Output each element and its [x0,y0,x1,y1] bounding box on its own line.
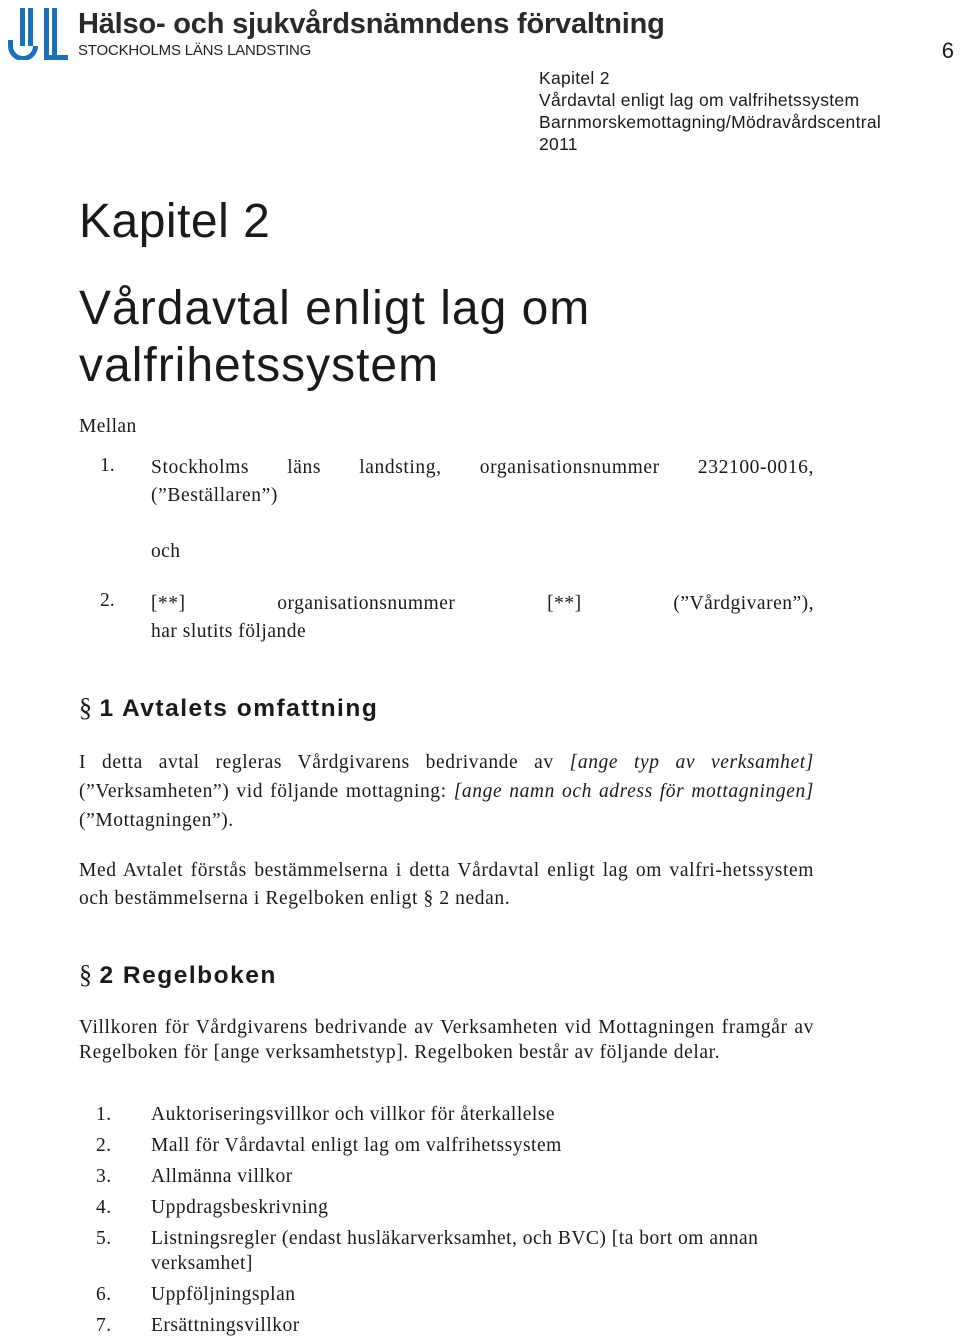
org-subtitle: STOCKHOLMS LÄNS LANDSTING [78,42,312,59]
party-number: 2. [100,590,115,611]
section-title: 1 Avtalets omfattning [99,695,379,722]
org-name: Hälso- och sjukvårdsnämndens förvaltning [78,8,665,40]
section-heading [79,960,277,990]
page-number: 6 [941,38,954,63]
running-header [539,67,881,155]
document-title: Vårdavtal enligt lag om valfrihetssystem [79,282,591,392]
sll-logo-icon [6,6,70,60]
chapter-heading: Kapitel 2 [79,195,271,248]
party-text: [**] organisationsnummer [**] (”Vårdgivaren”), har slutits följande [151,593,814,642]
section-1-paragraph-2: Med Avtalet förstås bestämmelserna i detta Vårdavtal enligt lag om valfri-hetssystem och bestämmelserna i Regelboken enligt § 2 nedan. [79,860,814,909]
section-2-paragraph: Villkoren för Vårdgivarens bedrivande av Verksamheten vid Mottagningen framgår av Regelboken för [ange verksamhetstyp]. Regelboken består av följande delar. [79,1017,814,1063]
section-sign: § [79,693,94,722]
party-number: 1. [100,455,115,476]
and-label: och [151,541,181,562]
running-header-line: Barnmorskemottagning/Mödravårdscentral [539,112,882,132]
section-heading [79,693,378,723]
section-title: 2 Regelboken [99,962,277,989]
between-label: Mellan [79,416,137,437]
section-1-paragraph: I detta avtal regleras Vårdgivarens bedrivande av [ange typ av verksamhet] (”Verksamheten”) vid följande mottagning: [ange namn och adress för mottagningen] (”Mottagningen”). [79,752,814,831]
running-header-line: Vårdavtal enligt lag om valfrihetssystem [539,90,860,110]
running-header-line: 2011 [539,134,578,154]
running-header-line: Kapitel 2 [539,68,610,88]
party-text: Stockholms läns landsting, organisationsnummer 232100-0016, (”Beställaren”) [151,457,814,506]
section-sign: § [79,960,94,989]
